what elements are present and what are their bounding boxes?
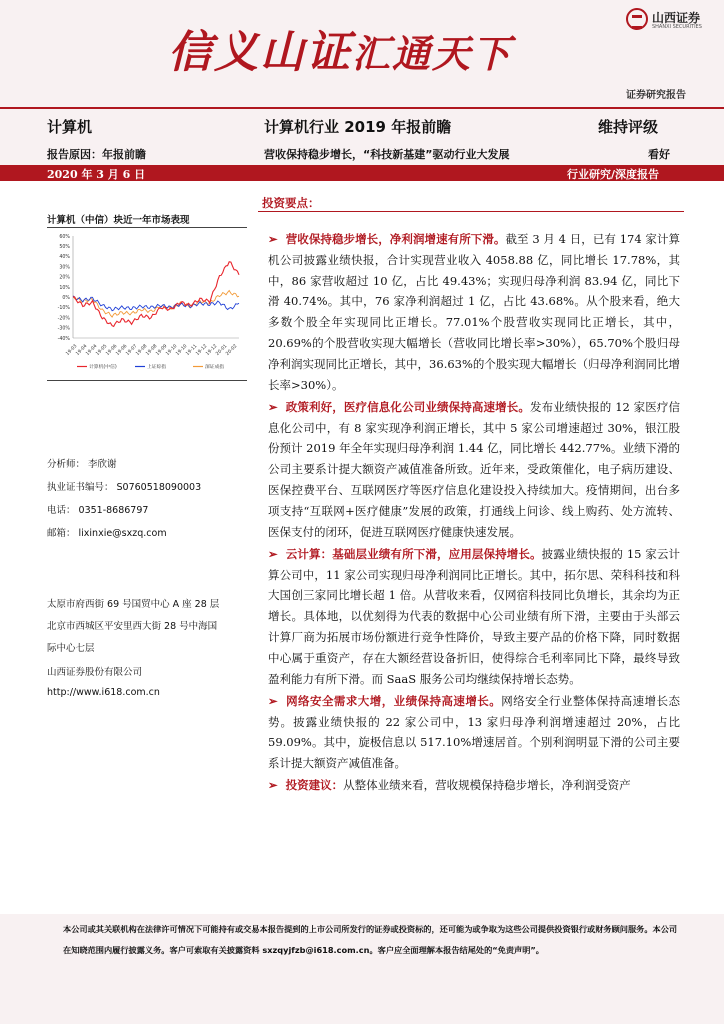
y-tick-label: 20%	[59, 275, 70, 281]
logo-english-name: SHANXI SECURITIES	[652, 24, 702, 30]
email-address[interactable]: 邮箱： lixinxie@sxzq.com	[47, 528, 167, 539]
rating-value: 看好	[648, 148, 670, 161]
report-date: 2020 年 3 月 6 日	[47, 168, 146, 181]
arrow-icon: ➢	[268, 399, 278, 414]
key-point-lead: 云计算：基础层业绩有所下滑，应用层保持增长。	[285, 546, 542, 561]
x-tick-label: 19-07	[125, 343, 139, 357]
address-beijing: 北京市西城区平安里西大街 28 号中海国	[47, 621, 218, 632]
key-point-lead: 政策利好，医疗信息化公司业绩保持高速增长。	[285, 399, 530, 414]
x-tick-label: 19-09	[155, 343, 169, 357]
chart-title: 计算机（中信）块近一年市场表现	[47, 215, 190, 226]
x-tick-label: 19-08	[145, 343, 159, 357]
report-category: 行业研究/深度报告	[567, 168, 660, 181]
report-subtitle: 营收保持稳步增长，“科技新基建”驱动行业大发展	[264, 148, 510, 161]
key-point-text: 披露业绩快报的 15 家云计算公司中，11 家公司实现归母净利润同比正增长。其中，拓尔思、荣科科技和科大国创三家同比增长超 1 倍。从营收来看，仅网宿科技同比负增长，其余均为正增长。具体地，以优刻得为代表的数据中心公司业绩有所下滑，主要由于头部云计算厂商为拓展市场份额进行竞争性降价，导致主要产品的价格下降，同时数据中心属于重资产，存在大额经营设备折旧，使得综合毛利率同比下降，最终导致盈利能力有所下滑。而 SaaS 服务公司均继续保持增长态势。	[268, 546, 680, 686]
key-point-lead: 网络安全需求大增，业绩保持高速增长。	[285, 693, 502, 708]
legend-label: 计算机(中信)	[89, 365, 117, 370]
x-tick-label: 19-04	[75, 343, 89, 357]
x-tick-label: 19-12	[195, 343, 209, 357]
key-point-3	[268, 544, 680, 690]
slogan-part1: 信义山证	[168, 27, 352, 78]
x-tick-label: 19-08	[135, 343, 149, 357]
key-points-title: 投资要点：	[262, 196, 320, 210]
arrow-icon: ➢	[268, 546, 278, 561]
y-tick-label: -30%	[57, 326, 70, 332]
report-title: 计算机行业 2019 年报前瞻	[264, 118, 452, 136]
company-name: 山西证券股份有限公司	[47, 667, 143, 678]
key-point-1	[268, 229, 680, 395]
arrow-icon: ➢	[268, 232, 278, 246]
key-point-text: 从整体业绩来看，营收规模保持稳步增长，净利润受资产	[343, 778, 631, 793]
rating-label: 维持评级	[598, 118, 659, 136]
phone-number: 电话： 0351-8686797	[47, 505, 149, 516]
y-tick-label: 40%	[59, 255, 70, 261]
logo-mark-icon	[626, 8, 648, 30]
arrow-icon: ➢	[268, 693, 278, 708]
x-tick-label: 19-12	[205, 343, 219, 357]
key-point-2	[268, 397, 680, 543]
date-bar	[0, 165, 724, 181]
market-performance-chart	[47, 230, 247, 378]
report-type-label: 证券研究报告	[626, 90, 686, 101]
address-taiyuan: 太原市府西街 69 号国贸中心 A 座 28 层	[47, 599, 220, 610]
x-tick-label: 19-10	[165, 343, 179, 357]
key-point-text: 截至 3 月 4 日，已有 174 家计算机公司披露业绩快报，合计实现营业收入 4058.88 亿，同比增长 17.78%，其中，86 家营收超过 10 亿，占比 49.43%；实现归母净利润 83.94 亿，同比下滑 40.74%。其中，76 家净利润超过 1 亿，占比 43.68%。从个股来看，绝大多数个股全年实现同比正增长。77.01%个股营收实现同比正增长，其中，20.69%的个股营收实现大幅增长（营收同比增长率>30%），65.70%个股归母净利润实现同比正增长，其中，36.63%的个股实现大幅增长（归母净利润同比增长率>30%）。	[268, 232, 681, 392]
key-points-body	[268, 229, 680, 797]
legend-label: 上证综指	[147, 365, 167, 370]
key-point-5	[268, 775, 680, 796]
x-tick-label: 20-02	[225, 343, 239, 357]
key-point-text: 发布业绩快报的 12 家医疗信息化公司中，有 8 家实现净利润正增长，其中 5 家公司增速超过 30%，银江股份预计 2019 年全年实现归母净利润 1.44 亿，同比增长 442.77%。业绩下滑的公司主要系计提大额资产减值准备所致。近年来，受政策催化，电子病历建设、医保控费平台、互联网医疗等医疗信息化建设投入持续加大。疫情期间，出台多项支持“互联网+医疗健康”发展的政策，打通线上问诊、线上购药、处方流转、医保支付的闭环，促进互联网医疗健康快速发展。	[268, 399, 680, 539]
analyst-name: 分析师： 李欣谢	[47, 459, 117, 470]
chart-top-rule	[47, 227, 247, 228]
sector-name: 计算机	[47, 118, 93, 136]
x-tick-label: 19-04	[85, 343, 99, 357]
key-point-lead: 营收保持稳步增长，净利润增速有所下滑。	[285, 232, 506, 246]
report-reason: 报告原因：年报前瞻	[47, 148, 146, 161]
y-tick-label: -20%	[57, 316, 70, 322]
y-tick-label: -10%	[57, 306, 70, 312]
x-tick-label: 19-06	[105, 343, 119, 357]
logo-name: 山西证券	[652, 11, 701, 25]
x-tick-label: 20-01	[215, 343, 229, 357]
series-line-1	[73, 262, 239, 327]
license-number: 执业证书编号： S0760518090003	[47, 482, 202, 493]
header-slogan	[168, 16, 512, 80]
y-tick-label: 30%	[59, 265, 70, 271]
title-band	[0, 109, 724, 165]
address-beijing-cont: 际中心七层	[47, 643, 95, 654]
y-tick-label: 60%	[59, 234, 70, 240]
y-tick-label: -40%	[57, 336, 70, 342]
company-website[interactable]: http://www.i618.com.cn	[47, 687, 160, 698]
key-point-text: 网络安全行业整体保持高速增长态势。披露业绩快报的 22 家公司中，13 家归母净利润增速超过 20%，占比 59.09%。其中，旋极信息以 517.10%增速居首。个别利润明显下滑的公司主要系计提大额资产减值准备。	[268, 693, 681, 771]
company-logo	[626, 8, 716, 34]
y-tick-label: 0%	[62, 296, 70, 301]
arrow-icon: ➢	[268, 778, 278, 793]
slogan-part2: 汇通天下	[352, 32, 513, 76]
key-point-lead: 投资建议：	[285, 778, 344, 793]
x-tick-label: 19-10	[175, 343, 189, 357]
key-points-rule	[258, 211, 684, 212]
disclaimer-text: 本公司或其关联机构在法律许可情况下可能持有或交易本报告提到的上市公司所发行的证券或投资标的，还可能为或争取为这些公司提供投资银行或财务顾问服务。本公司在知晓范围内履行披露义务。客户可索取有关披露资料 sxzqyjfzb@i618.com.cn。客户应全面理解本报告结尾处的“免责声明”。	[63, 924, 678, 955]
key-point-4	[268, 691, 680, 774]
x-tick-label: 19-03	[65, 343, 79, 357]
x-tick-label: 19-11	[185, 343, 199, 357]
y-tick-label: 10%	[59, 285, 70, 291]
y-tick-label: 50%	[59, 245, 70, 250]
chart-bottom-rule	[47, 380, 247, 381]
legend-label: 深证成指	[205, 365, 225, 370]
x-tick-label: 19-06	[115, 343, 129, 357]
x-tick-label: 19-05	[95, 343, 109, 357]
